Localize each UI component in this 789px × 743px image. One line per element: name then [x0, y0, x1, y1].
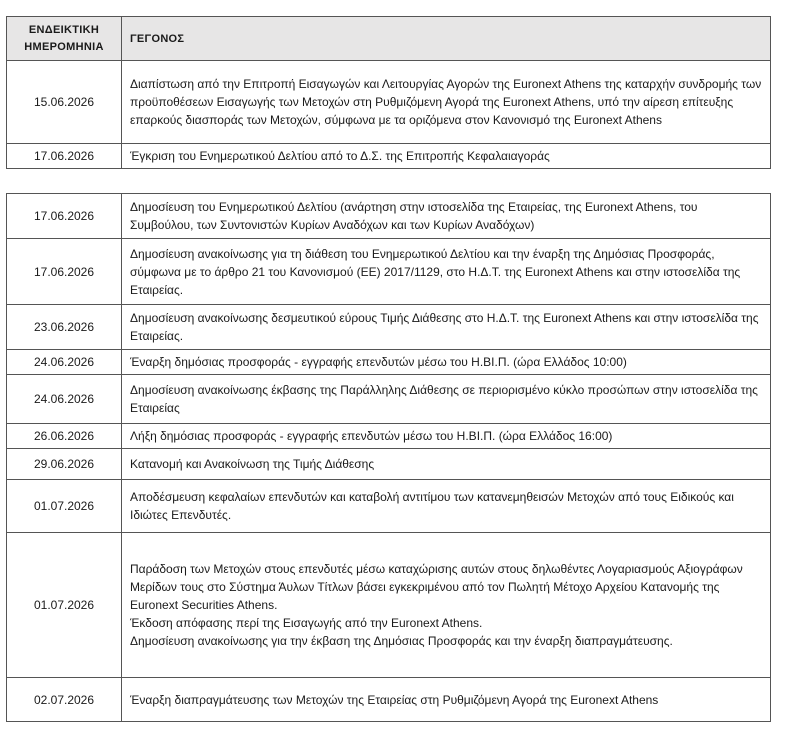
row-event-line: Έκδοση απόφασης περί της Εισαγωγής από την Euronext Athens.	[130, 616, 483, 630]
row-event: Διαπίστωση από την Επιτροπή Εισαγωγών και Λειτουργίας Αγορών της Euronext Athens της καταρχήν συνδρομής των προϋποθέσεων Εισαγωγής των Μετοχών στη Ρυθμιζόμενη Αγορά της Euronext Athens, υπό την αίρεση επίτευξης επαρκούς διασποράς των Μετοχών, σύμφωνα με τα οριζόμενα στον Κανονισμό της Euronext Athens	[122, 61, 771, 144]
row-date: 01.07.2026	[7, 480, 122, 533]
table-row	[7, 61, 771, 144]
row-date: 24.06.2026	[7, 375, 122, 424]
header-row	[7, 17, 771, 61]
table-row	[7, 424, 771, 449]
row-event: Δημοσίευση ανακοίνωσης έκβασης της Παράλληλης Διάθεσης σε περιορισμένο κύκλο προσώπων στην ιστοσελίδα της Εταιρείας	[122, 375, 771, 424]
table-row	[7, 144, 771, 169]
row-event: Δημοσίευση του Ενημερωτικού Δελτίου (ανάρτηση στην ιστοσελίδα της Εταιρείας, της Euronext Athens, του Συμβούλου, των Συντονιστών Κυρίων Αναδόχων και των Κυρίων Αναδόχων)	[122, 194, 771, 239]
row-date: 01.07.2026	[7, 533, 122, 678]
row-event: Δημοσίευση ανακοίνωσης δεσμευτικού εύρους Τιμής Διάθεσης στο Η.Δ.Τ. της Euronext Athens και στην ιστοσελίδα της Εταιρείας.	[122, 305, 771, 350]
row-event	[122, 533, 771, 678]
row-date: 29.06.2026	[7, 449, 122, 480]
row-date: 26.06.2026	[7, 424, 122, 449]
table-row	[7, 678, 771, 722]
row-event-line: Παράδοση των Μετοχών στους επενδυτές μέσω καταχώρισης αυτών στους δηλωθέντες Λογαριασμούς Αξιογράφων Μερίδων τους στο Σύστημα Άυλων Τίτλων βάσει εγκεκριμένου από τον Πωλητή Μέτοχο Αρχείου Κατανομής της Euronext Securities Athens.	[130, 562, 743, 612]
row-date: 17.06.2026	[7, 194, 122, 239]
row-event-line: Δημοσίευση ανακοίνωσης για την έκβαση της Δημόσιας Προσφοράς και την έναρξη διαπραγμάτευσης.	[130, 634, 673, 648]
timeline-table-1	[6, 16, 771, 169]
table-row	[7, 194, 771, 239]
row-event: Έναρξη διαπραγμάτευσης των Μετοχών της Εταιρείας στη Ρυθμιζόμενη Αγορά της Euronext Athens	[122, 678, 771, 722]
table-row	[7, 375, 771, 424]
table-row	[7, 449, 771, 480]
row-event: Έγκριση του Ενημερωτικού Δελτίου από το Δ.Σ. της Επιτροπής Κεφαλαιαγοράς	[122, 144, 771, 169]
row-date: 17.06.2026	[7, 239, 122, 305]
row-date: 02.07.2026	[7, 678, 122, 722]
row-event: Έναρξη δημόσιας προσφοράς - εγγραφής επενδυτών μέσω του Η.ΒΙ.Π. (ώρα Ελλάδος 10:00)	[122, 350, 771, 375]
row-event: Λήξη δημόσιας προσφοράς - εγγραφής επενδυτών μέσω του Η.ΒΙ.Π. (ώρα Ελλάδος 16:00)	[122, 424, 771, 449]
row-event: Αποδέσμευση κεφαλαίων επενδυτών και καταβολή αντιτίμου των κατανεμηθεισών Μετοχών από τους Ειδικούς και Ιδιώτες Επενδυτές.	[122, 480, 771, 533]
row-date: 23.06.2026	[7, 305, 122, 350]
row-date: 15.06.2026	[7, 61, 122, 144]
table-row	[7, 350, 771, 375]
table-row	[7, 533, 771, 678]
event-column-header: ΓΕΓΟΝΟΣ	[122, 17, 771, 61]
table-row	[7, 480, 771, 533]
row-date: 17.06.2026	[7, 144, 122, 169]
table-row	[7, 239, 771, 305]
table-row	[7, 305, 771, 350]
timeline-table-2	[6, 193, 771, 722]
date-header-line1: ΕΝΔΕΙΚΤΙΚΗ	[28, 23, 100, 36]
date-header-line2: ΗΜΕΡΟΜΗΝΙΑ	[24, 40, 104, 53]
date-column-header	[7, 17, 122, 61]
row-date: 24.06.2026	[7, 350, 122, 375]
row-event: Κατανομή και Ανακοίνωση της Τιμής Διάθεσης	[122, 449, 771, 480]
row-event: Δημοσίευση ανακοίνωσης για τη διάθεση του Ενημερωτικού Δελτίου και την έναρξη της Δημόσιας Προσφοράς, σύμφωνα με το άρθρο 21 του Κανονισμού (ΕΕ) 2017/1129, στο Η.Δ.Τ. της Euronext Athens και στην ιστοσελίδα της Εταιρείας.	[122, 239, 771, 305]
